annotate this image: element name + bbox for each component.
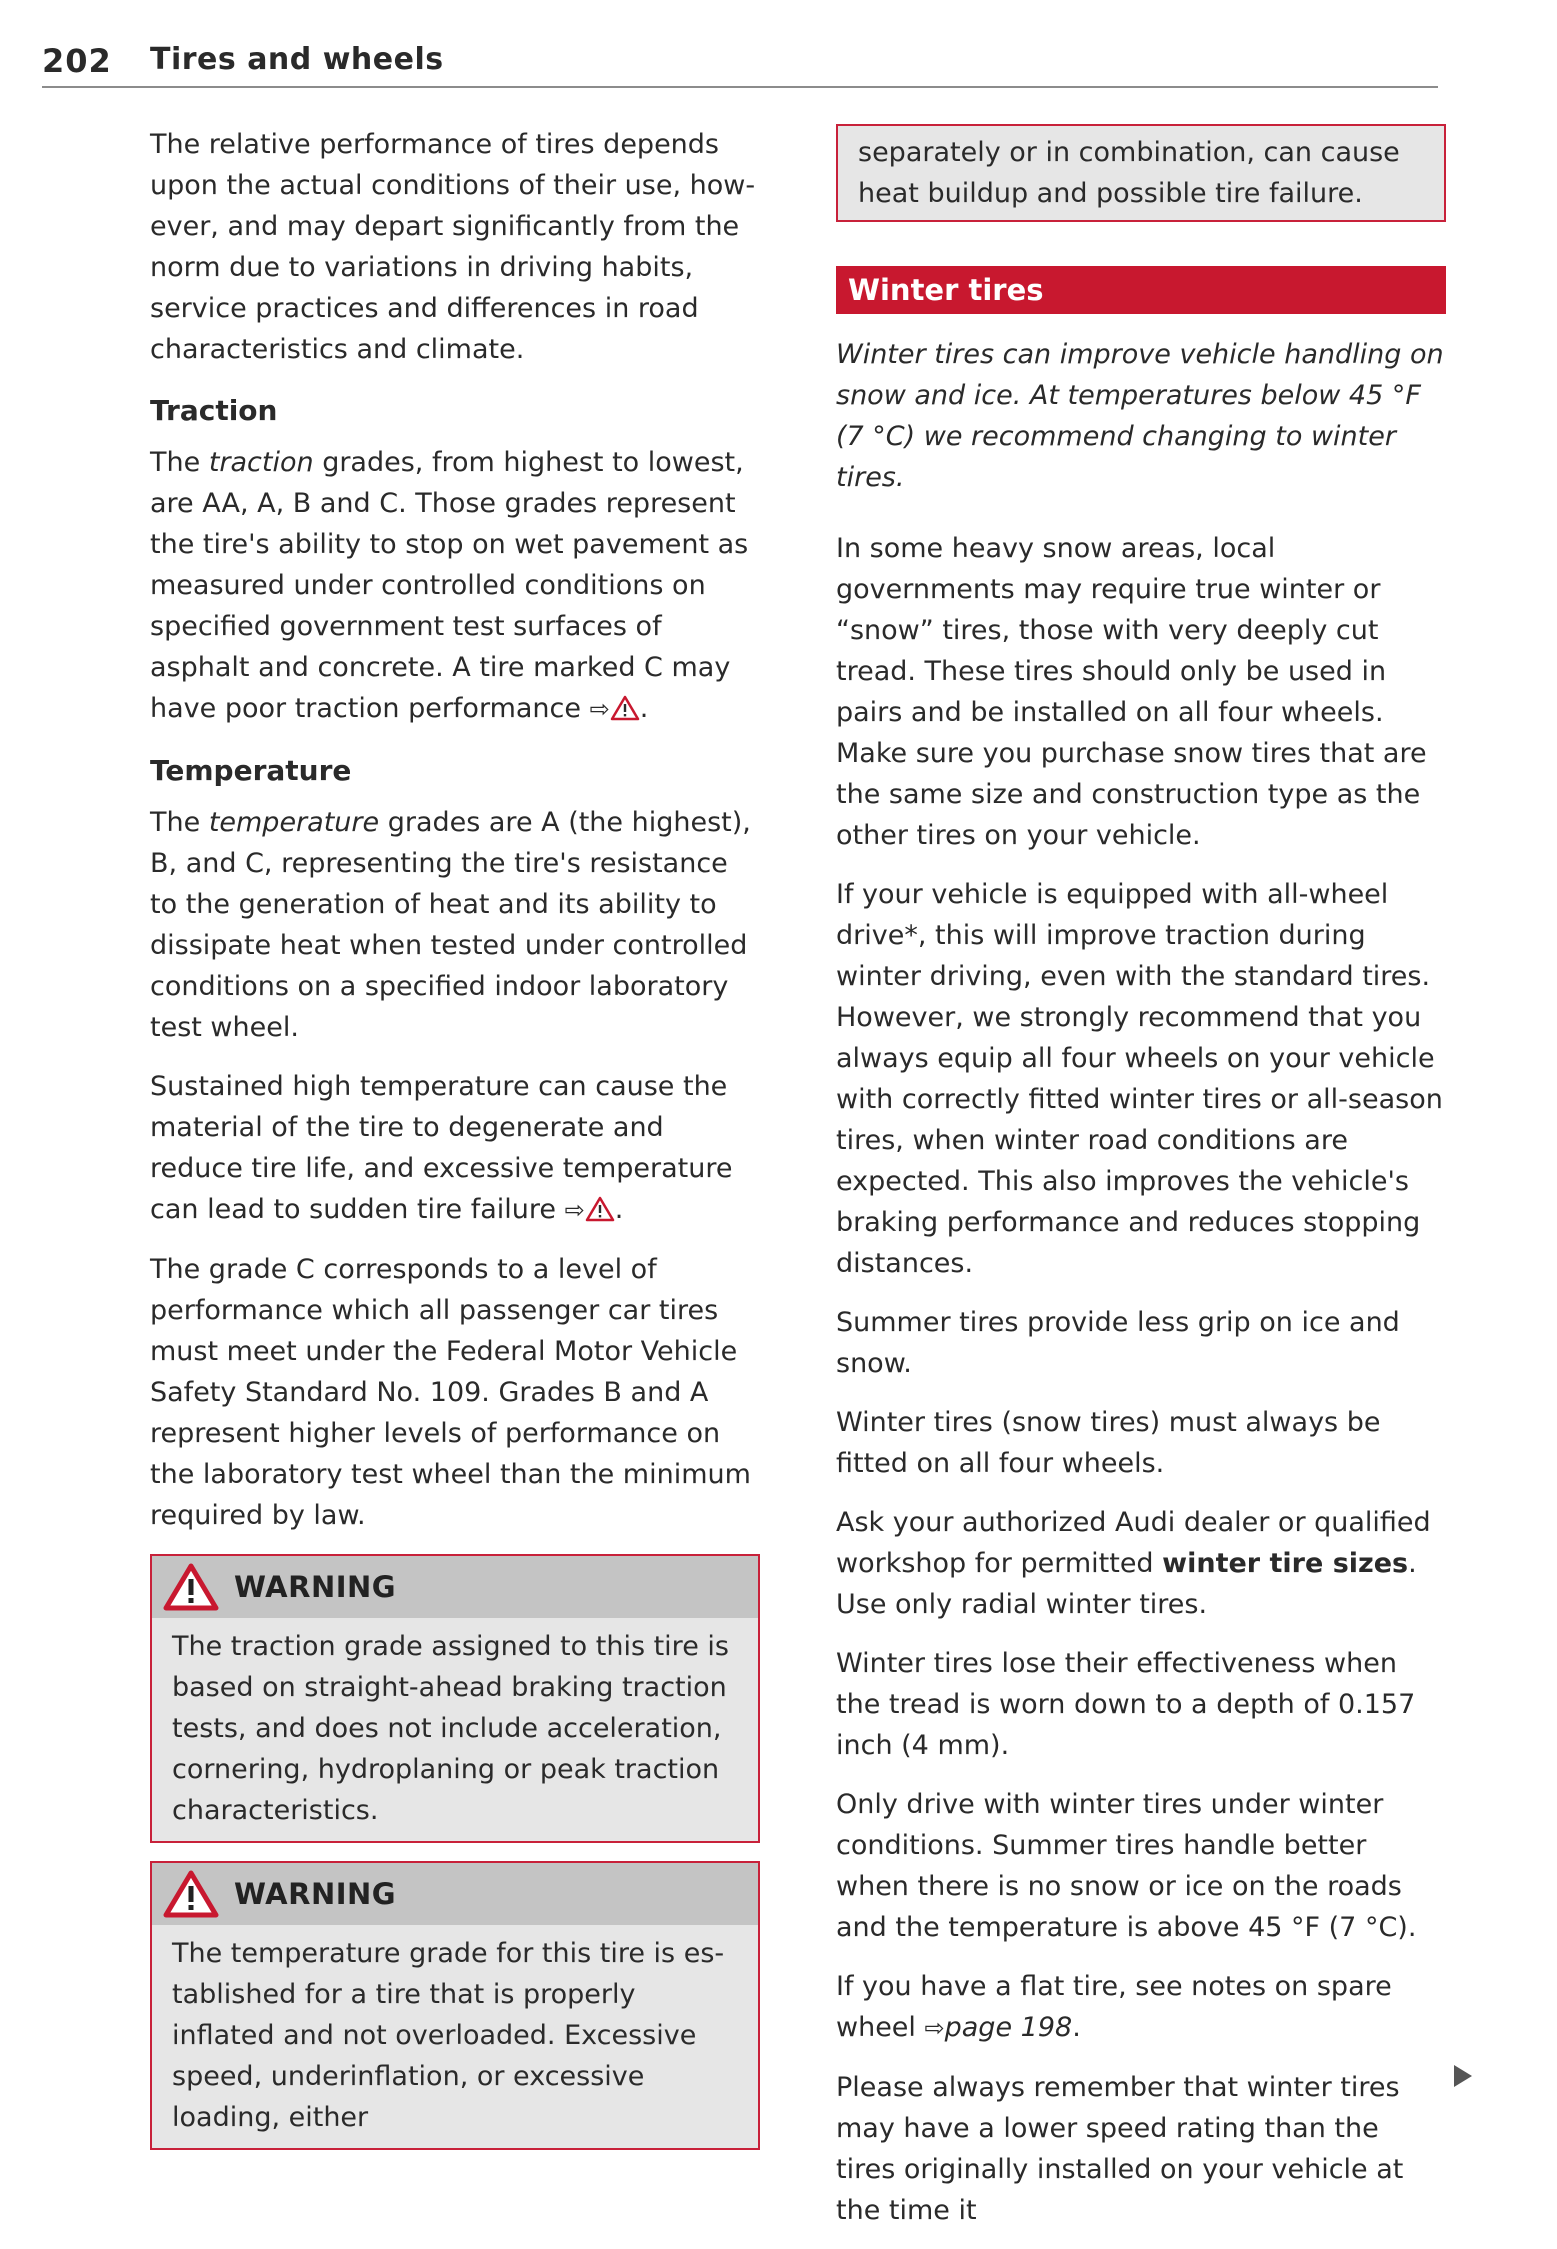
- warning-label: WARNING: [234, 1570, 397, 1604]
- winter-conditions-paragraph: Only drive with winter tires under winter conditions. Summer tires handle better when there is no snow or ice on the roads and the temperature is above 45 °F (7 °C).: [836, 1789, 1417, 1943]
- warning-label: WARNING: [234, 1877, 397, 1911]
- temperature-paragraph: [150, 802, 760, 1048]
- temp-text-pre: The: [150, 807, 209, 838]
- page-number: 202: [42, 42, 112, 80]
- flat-tire-post: .: [1072, 2012, 1081, 2043]
- winter-tire-sizes-term: winter tire sizes: [1162, 1548, 1409, 1579]
- winter-intro: Winter tires can improve vehicle handling on snow and ice. At temperatures below 45 °F (7 °C) we recommend changing to winter tires.: [836, 339, 1444, 493]
- warning-header: [152, 1863, 758, 1925]
- traction-text-post: grades, from highest to lowest, are AA, A, B and C. Those grades represent the tire's ability to stop on wet pavement as measured under controlled conditions on specified government test surfaces of asphalt and concrete. A tire marked C may have poor traction performance: [150, 447, 749, 724]
- warning-text: The traction grade assigned to this tire is based on straight-ahead braking traction tests, and does not include acceleration, cornering, hydroplaning or peak traction characteristics.: [172, 1631, 729, 1826]
- warning-continuation-box: [836, 124, 1446, 222]
- warning-triangle-icon[interactable]: [585, 1196, 615, 1222]
- tire-sizes-paragraph: [836, 1502, 1446, 1625]
- temp-text-post: grades are A (the highest), B, and C, representing the tire's resistance to the generation of heat and its ability to dissipate heat when tested under controlled conditions on a specified indoor laboratory test wheel.: [150, 807, 751, 1043]
- temperature-term: temperature: [208, 807, 380, 838]
- page-reference-link[interactable]: page 198: [944, 2012, 1073, 2043]
- warning-text: The temperature grade for this tire is established for a tire that is properly inflated and not overloaded. Excessive speed, underinflation, or excessive loading, either: [172, 1938, 725, 2133]
- snow-areas-paragraph: In some heavy snow areas, local governments may require true winter or “snow” tires, those with very deeply cut tread. These tires should only be used in pairs and be installed on all four wheels. Make sure you purchase snow tires that are the same size and construction type as the other tires on your vehicle.: [836, 533, 1427, 851]
- sustained-temperature-paragraph: [150, 1066, 760, 1231]
- continue-arrow-icon: [1454, 2065, 1472, 2087]
- speed-rating-paragraph: Please always remember that winter tires may have a lower speed rating than the tires originally installed on your vehicle at the time it: [836, 2072, 1404, 2226]
- flat-tire-paragraph: [836, 1966, 1446, 2049]
- warning-triangle-icon: [162, 1869, 220, 1919]
- left-column: [150, 124, 760, 2168]
- grade-c-paragraph: The grade C corresponds to a level of performance which all passenger car tires must meet under the Federal Motor Vehicle Safety Standard No. 109. Grades B and A represent higher levels of performance on the laboratory test wheel than the minimum required by law.: [150, 1254, 751, 1531]
- warning-triangle-icon: [162, 1562, 220, 1612]
- tire-sizes-pre: Ask your authorized Audi dealer or qualified workshop for permitted: [836, 1507, 1431, 1579]
- reference-arrow-icon: ⇨: [564, 1196, 585, 1224]
- flat-tire-pre: If you have a flat tire, see notes on spare wheel: [836, 1971, 1392, 2043]
- traction-heading: Traction: [150, 394, 278, 427]
- warning-continuation-text: separately or in combination, can cause heat buildup and possible tire failure.: [858, 137, 1400, 209]
- traction-paragraph: [150, 442, 760, 730]
- four-wheels-paragraph: Winter tires (snow tires) must always be fitted on all four wheels.: [836, 1407, 1381, 1479]
- intro-paragraph: The relative performance of tires depends upon the actual conditions of their use, however, and may depart significantly from the norm due to variations in driving habits, service practices and differences in road characteristics and climate.: [150, 129, 756, 365]
- sustained-text: Sustained high temperature can cause the material of the tire to degenerate and reduce tire life, and excessive temperature can lead to sudden tire failure: [150, 1071, 733, 1225]
- tread-depth-paragraph: Winter tires lose their effectiveness when the tread is worn down to a depth of 0.157 inch (4 mm).: [836, 1648, 1416, 1761]
- traction-term: traction: [208, 447, 314, 478]
- warning-header: [152, 1556, 758, 1618]
- tire-sizes-post: . Use only radial winter tires.: [836, 1548, 1417, 1620]
- temperature-heading: Temperature: [150, 754, 352, 787]
- traction-text-pre: The: [150, 447, 209, 478]
- warning-triangle-icon[interactable]: [610, 695, 640, 721]
- reference-arrow-icon: ⇨: [924, 2014, 945, 2042]
- right-column: [836, 124, 1446, 2249]
- section-title: Tires and wheels: [150, 42, 444, 77]
- sentence-period: .: [614, 1194, 624, 1225]
- page-header: [42, 38, 1438, 88]
- reference-arrow-icon: ⇨: [589, 695, 610, 723]
- traction-warning-box: [150, 1554, 760, 1843]
- summer-tires-paragraph: Summer tires provide less grip on ice and snow.: [836, 1307, 1400, 1379]
- temperature-warning-box: [150, 1861, 760, 2150]
- sentence-period: .: [639, 693, 649, 724]
- all-wheel-drive-paragraph: If your vehicle is equipped with all-wheel drive*, this will improve traction during winter driving, even with the standard tires. However, we strongly recommend that you always equip all four wheels on your vehicle with correctly fitted winter tires or all-season tires, when winter road conditions are expected. This also improves the vehicle's braking performance and reduces stopping distances.: [836, 879, 1443, 1279]
- winter-tires-heading: Winter tires: [836, 266, 1446, 314]
